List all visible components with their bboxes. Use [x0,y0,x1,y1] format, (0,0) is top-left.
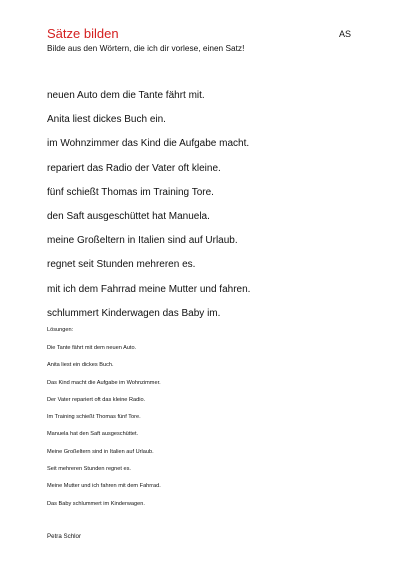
solution-item: Der Vater repariert oft das kleine Radio. [47,396,146,403]
solution-item: Im Training schießt Thomas fünf Tore. [47,414,141,421]
exercise-item: fünf schießt Thomas im Training Tore. [47,186,214,198]
solution-item: Meine Großeltern sind in Italien auf Urlaub. [47,448,154,455]
solutions-heading: Lösungen: [47,327,74,333]
footer-author: Petra Schlor [47,533,82,540]
exercise-item: meine Großeltern in Italien sind auf Urlaub. [47,235,238,247]
solution-item: Das Kind macht die Aufgabe im Wohnzimmer. [47,379,161,386]
exercise-item: Anita liest dickes Buch ein. [47,114,166,126]
solution-item: Seit mehreren Stunden regnet es. [47,466,131,473]
exercise-item: den Saft ausgeschüttet hat Manuela. [47,210,210,222]
instruction-text: Bilde aus den Wörtern, die ich dir vorlese, einen Satz! [47,43,245,53]
solution-item: Anita liest ein dickes Buch. [47,362,114,369]
exercise-item: repariert das Radio der Vater oft kleine. [47,162,221,174]
author-initials: AS [339,29,352,39]
page-title: Sätze bilden [47,26,119,41]
solution-item: Meine Mutter und ich fahren mit dem Fahrrad. [47,483,161,490]
exercise-item: neuen Auto dem die Tante fährt mit. [47,90,205,101]
exercise-item: regnet seit Stunden mehreren es. [47,259,196,271]
exercise-item: schlummert Kinderwagen das Baby im. [47,307,221,319]
solution-item: Die Tante fährt mit dem neuen Auto. [47,345,137,351]
exercise-item: im Wohnzimmer das Kind die Aufgabe macht. [47,138,250,150]
solution-item: Manuela hat den Saft ausgeschüttet. [47,431,139,438]
exercise-item: mit ich dem Fahrrad meine Mutter und fahren. [47,283,251,295]
solution-item: Das Baby schlummert im Kinderwagen. [47,500,145,507]
exercise-list [47,90,250,332]
solutions-list [47,344,161,517]
